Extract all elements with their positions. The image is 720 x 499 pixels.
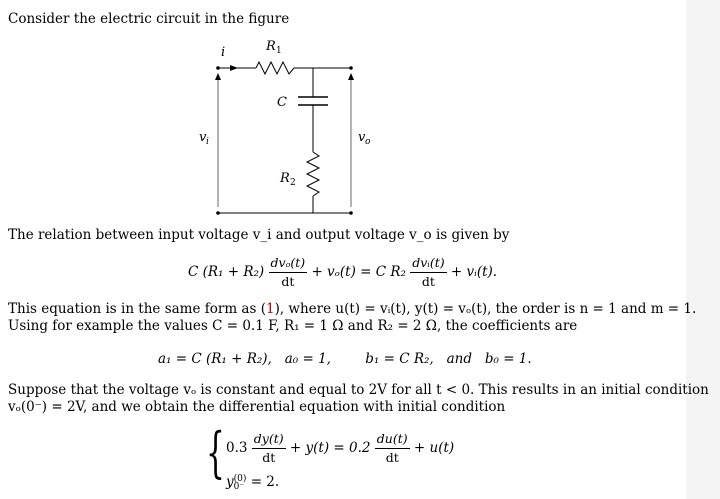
label-i: i bbox=[221, 45, 226, 60]
equation-ref-link[interactable]: 1 bbox=[265, 301, 275, 317]
eq1-fraction-2 bbox=[410, 254, 446, 291]
eq1-frac1-num: dvₒ(t) bbox=[269, 254, 308, 273]
eq1-right: + vᵢ(t). bbox=[450, 264, 498, 280]
eq1-fraction-1 bbox=[269, 254, 308, 291]
label-r1: R bbox=[266, 39, 276, 54]
system-equation-line bbox=[226, 430, 454, 467]
label-r1-sub: 1 bbox=[276, 46, 282, 56]
para2-line1 bbox=[8, 301, 696, 317]
eq1-frac1-den: dt bbox=[281, 274, 295, 289]
relation-text: The relation between input voltage v_i and output voltage v_o is given by bbox=[8, 227, 510, 243]
label-vi: v bbox=[199, 130, 207, 145]
label-vo: v bbox=[358, 130, 366, 145]
para2-line2: Using for example the values C = 0.1 F, R₁ = 1 Ω and R₂ = 2 Ω, the coefficients are bbox=[8, 318, 578, 334]
eq1-frac2-num: dvᵢ(t) bbox=[410, 254, 446, 273]
label-c: C bbox=[277, 95, 287, 110]
terminal-top-right bbox=[349, 66, 353, 70]
equation-1 bbox=[188, 254, 497, 291]
system-brace: { bbox=[206, 421, 225, 484]
para2-line1-start: This equation is in the same form as ( bbox=[8, 301, 266, 317]
eq1-left: C (R₁ + R₂) bbox=[188, 264, 265, 280]
init-val: = 2. bbox=[250, 474, 280, 490]
para3-line1: Suppose that the voltage vₒ is constant and equal to 2V for all t < 0. This results in an initial condition bbox=[8, 382, 709, 398]
vi-arrow-icon bbox=[215, 73, 221, 80]
terminal-bottom-left bbox=[216, 211, 220, 215]
system-coef1: 0.3 bbox=[226, 440, 248, 456]
para2-line1-end: ), where u(t) = vᵢ(t), y(t) = vₒ(t), the order is n = 1 and m = 1. bbox=[274, 301, 697, 317]
system-fraction-2 bbox=[375, 430, 410, 467]
current-arrow-icon bbox=[230, 65, 238, 71]
system-fraction-1 bbox=[252, 430, 286, 467]
system-end: + u(t) bbox=[413, 440, 455, 456]
resistor-r2-symbol bbox=[307, 152, 319, 196]
init-sup: (0) bbox=[233, 473, 247, 484]
equation-system bbox=[206, 421, 466, 496]
terminal-top-left bbox=[216, 66, 220, 70]
para3-line2: vₒ(0⁻) = 2V, and we obtain the differential equation with initial condition bbox=[8, 399, 506, 415]
system-frac2-den: dt bbox=[385, 450, 399, 465]
label-r2: R bbox=[280, 171, 290, 186]
label-r2-sub: 2 bbox=[290, 178, 296, 188]
system-initial-condition bbox=[226, 474, 279, 491]
vo-arrow-icon bbox=[348, 73, 354, 80]
circuit-diagram bbox=[0, 0, 720, 230]
system-mid: + y(t) = 0.2 bbox=[289, 440, 371, 456]
eq1-middle: + vₒ(t) = C R₂ bbox=[311, 264, 406, 280]
system-frac2-num: du(t) bbox=[375, 430, 410, 449]
label-vo-sub: o bbox=[365, 137, 371, 147]
coefficients-line: a₁ = C (R₁ + R₂), a₀ = 1, b₁ = C R₂, and b₀ = 1. bbox=[158, 351, 532, 367]
system-frac1-num: dy(t) bbox=[252, 430, 286, 449]
eq1-frac2-den: dt bbox=[421, 274, 435, 289]
resistor-r1-symbol bbox=[256, 62, 294, 74]
init-var: y bbox=[226, 474, 234, 490]
system-frac1-den: dt bbox=[262, 450, 276, 465]
init-sub: 0⁻ bbox=[233, 481, 245, 492]
intro-text: Consider the electric circuit in the figure bbox=[8, 11, 290, 27]
label-vi-sub: i bbox=[206, 137, 209, 147]
terminal-bottom-right bbox=[349, 211, 353, 215]
